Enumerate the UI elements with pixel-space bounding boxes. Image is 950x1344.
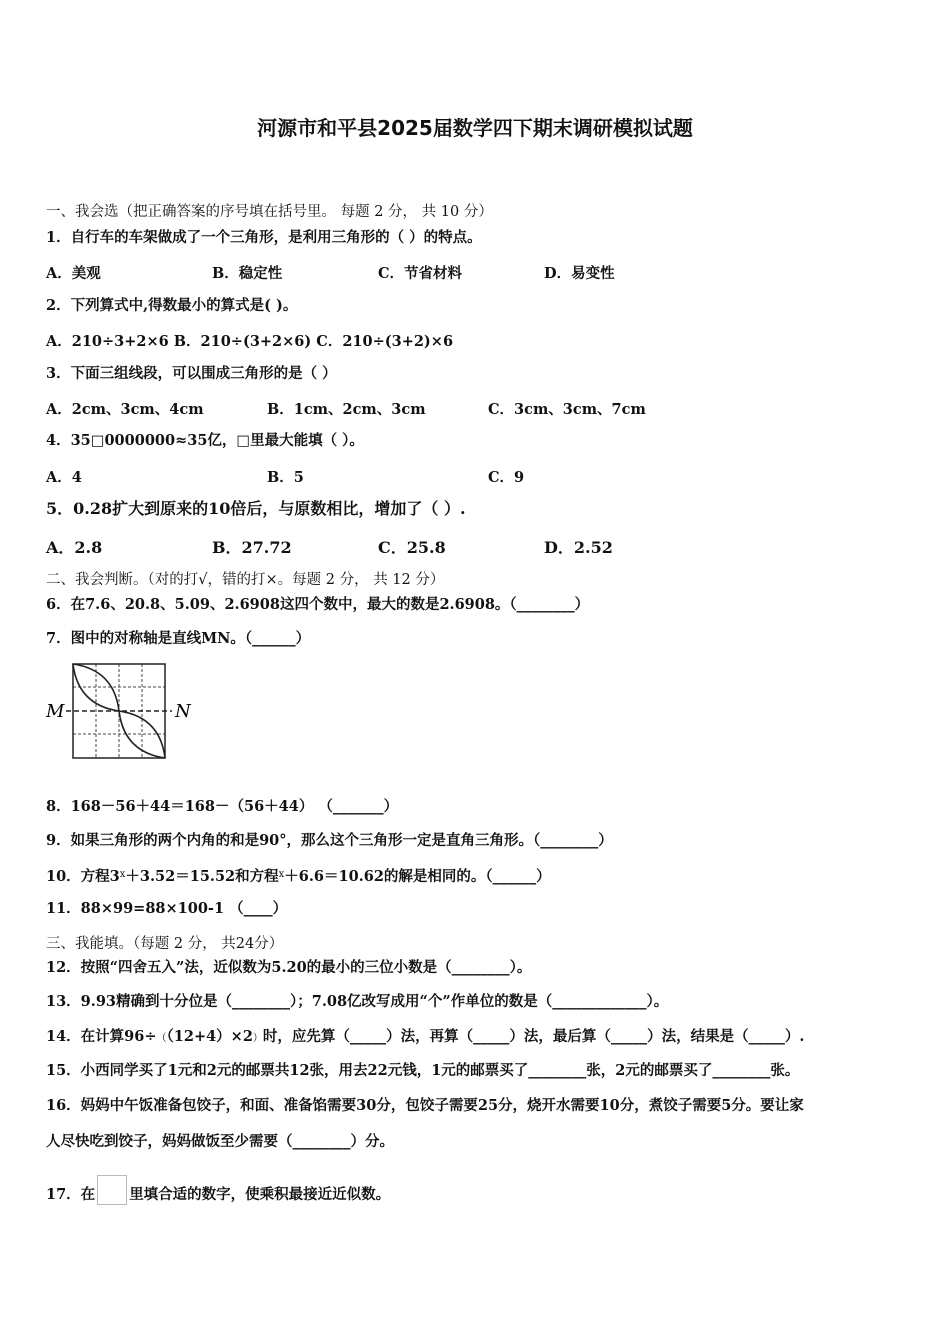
q10-part-b: ＋3.52＝15.52和方程 (125, 868, 279, 885)
question-15: 15．小西同学买了1元和2元的邮票共12张，用去22元钱，1元的邮票买了________张，2元的邮票买了________张。 (46, 1062, 800, 1079)
question-8: 8．168－56＋44＝168－（56＋44） （_______） (46, 798, 399, 815)
q2-options: A．210÷3+2×6 B．210÷(3+2×6) C．210÷(3+2)×6 (46, 333, 454, 350)
q1-option-b: B．稳定性 (212, 265, 283, 282)
q5-option-a: A．2.8 (46, 538, 103, 557)
question-5: 5．0.28扩大到原来的10倍后，与原数相比，增加了（ ）. (46, 499, 466, 518)
q17-part-a: 17．在 (46, 1186, 96, 1203)
question-1: 1．自行车的车架做成了一个三角形，是利用三角形的（ ）的特点。 (46, 229, 482, 246)
question-14 (46, 1027, 804, 1049)
q1-option-c: C．节省材料 (378, 265, 463, 282)
q5-option-b: B．27.72 (212, 538, 292, 557)
question-9: 9．如果三角形的两个内角的和是90°，那么这个三角形一定是直角三角形。（________） (46, 832, 613, 849)
q4-option-c: C．9 (488, 469, 525, 486)
question-10 (46, 865, 551, 887)
question-6: 6．在7.6、20.8、5.09、2.6908这四个数中，最大的数是2.6908。（________） (46, 596, 590, 613)
question-16-line-1: 16．妈妈中午饭准备包饺子，和面、准备馅需要30分，包饺子需要25分，烧开水需要10分，煮饺子需要5分。要让家 (46, 1097, 804, 1114)
q4-option-b: B．5 (267, 469, 304, 486)
question-3: 3．下面三组线段，可以围成三角形的是（ ） (46, 365, 337, 382)
q10-var-x2: x (278, 869, 285, 880)
page-title: 河源市和平县2025届数学四下期末调研模拟试题 (257, 116, 693, 140)
q3-option-b: B．1cm、2cm、3cm (267, 401, 426, 418)
q3-option-c: C．3cm、3cm、7cm (488, 401, 646, 418)
question-17 (46, 1175, 390, 1205)
q1-option-a: A．美观 (46, 265, 101, 282)
section-2-heading: 二、我会判断。（对的打√，错的打×。每题 2 分， 共 12 分） (46, 572, 445, 588)
question-13: 13．9.93精确到十分位是（________）；7.08亿改写成用“个”作单位的数是（_____________）。 (46, 993, 669, 1010)
section-1-heading: 一、我会选（把正确答案的序号填在括号里。 每题 2 分， 共 10 分） (46, 204, 493, 220)
answer-box[interactable] (97, 1175, 127, 1205)
symmetry-figure (44, 660, 204, 768)
q17-part-b: 里填合适的数字，使乘积最接近近似数。 (129, 1186, 391, 1203)
section-3-heading: 三、我能填。（每题 2 分， 共24分） (46, 936, 284, 952)
q10-var-x1: x (119, 869, 126, 880)
question-4: 4．35□0000000≈35亿，□里最大能填（ ）。 (46, 432, 364, 449)
grid-figure-svg (44, 660, 204, 764)
q4-option-a: A．4 (46, 469, 82, 486)
q14-part-b: （12+4）×2 (166, 1028, 253, 1045)
q14-paren-close: ） (252, 1033, 263, 1044)
label-n: N (175, 701, 191, 722)
question-2: 2．下列算式中,得数最小的算式是( )。 (46, 297, 298, 314)
q14-part-a: 14．在计算96÷ (46, 1028, 157, 1045)
q3-option-a: A．2cm、3cm、4cm (46, 401, 204, 418)
q5-option-c: C．25.8 (378, 538, 446, 557)
label-m: M (46, 701, 65, 722)
q5-option-d: D．2.52 (544, 538, 613, 557)
q10-part-c: ＋6.6＝10.62的解是相同的。（______） (284, 868, 551, 885)
q1-option-d: D．易变性 (544, 265, 615, 282)
question-12: 12．按照“四舍五入”法，近似数为5.20的最小的三位小数是（________）。 (46, 959, 532, 976)
question-11: 11．88×99=88×100-1 （____） (46, 900, 288, 917)
q10-part-a: 10．方程3 (46, 868, 120, 885)
q14-paren-open: （ (156, 1033, 167, 1044)
q14-part-c: 时，应先算（_____）法，再算（_____）法，最后算（_____）法，结果是（_____）. (262, 1028, 805, 1045)
question-7: 7．图中的对称轴是直线MN。（______） (46, 630, 311, 647)
question-16-line-2: 人尽快吃到饺子，妈妈做饭至少需要（________）分。 (46, 1133, 394, 1150)
